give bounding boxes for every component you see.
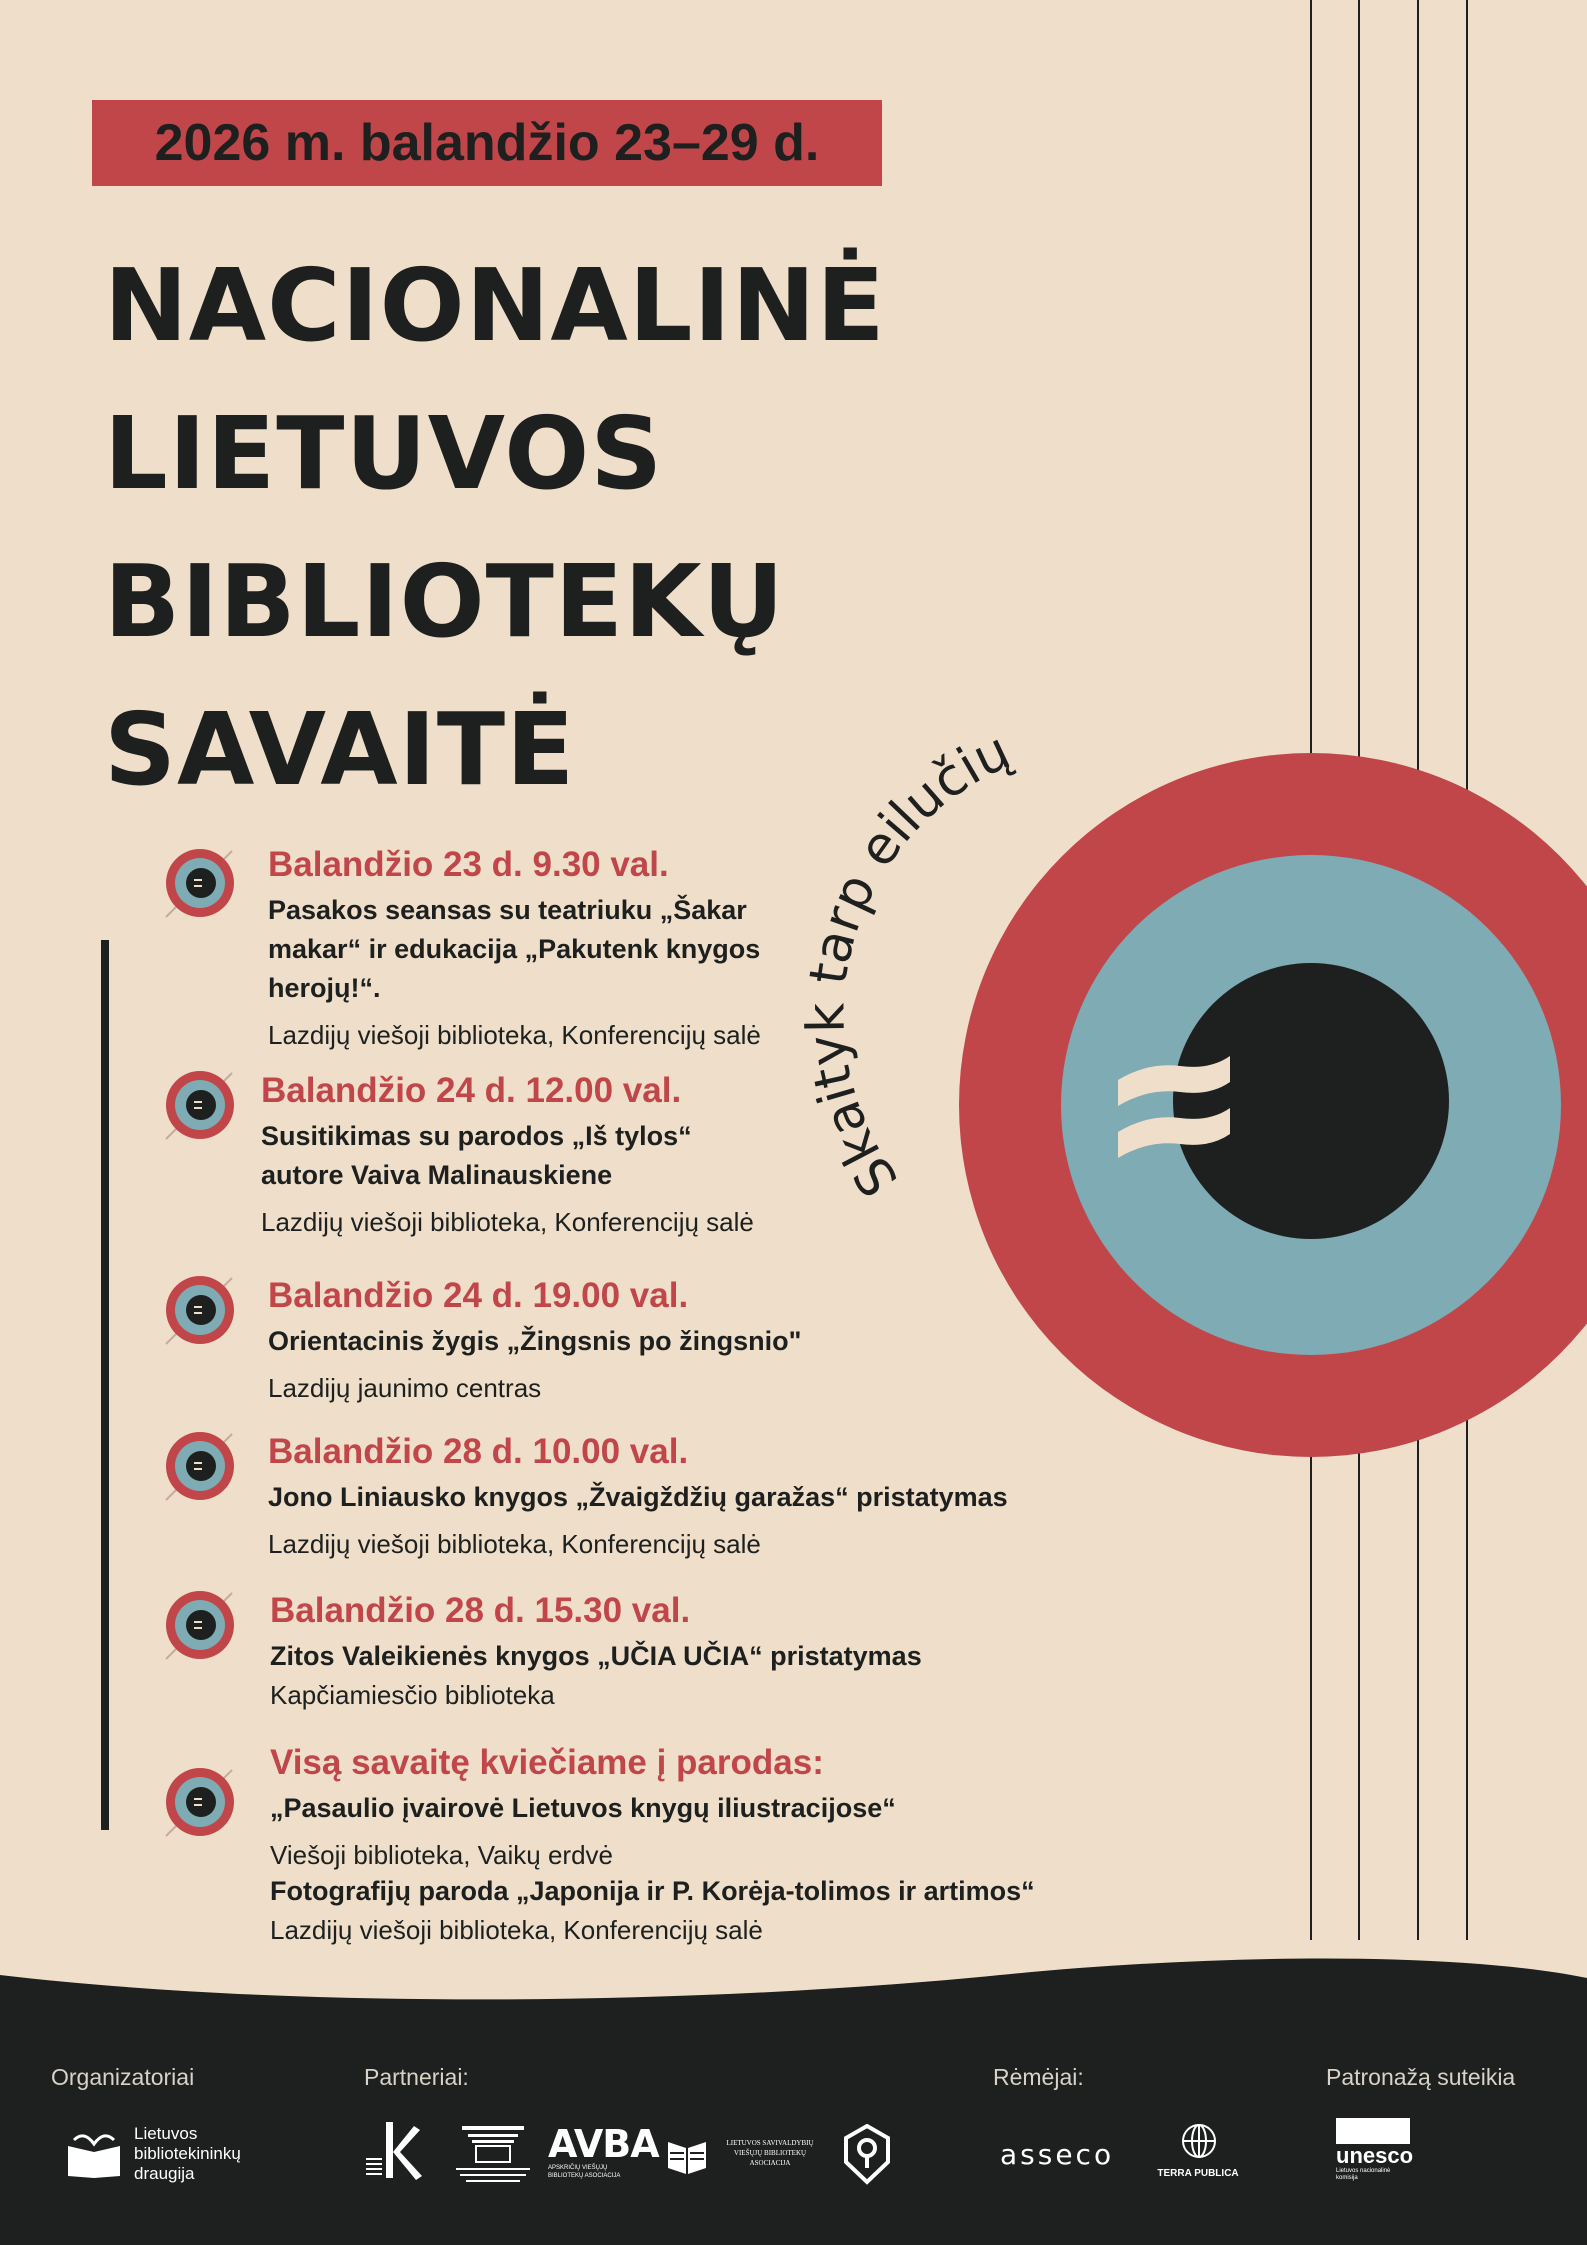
event-title: „Pasaulio įvairovė Lietuvos knygų iliustracijose“	[270, 1793, 896, 1823]
lsvba-logo: LIETUVOS SAVIVALDYBIŲ VIEŠŲJŲ BIBLIOTEKŲ ASOCIACIJA	[666, 2134, 818, 2180]
event-place: Lazdijų jaunimo centras	[268, 1373, 542, 1403]
eye-bullet-icon	[162, 1766, 236, 1840]
title-line: LIETUVOS	[104, 395, 664, 512]
organizers-label: Organizatoriai	[51, 2064, 195, 2090]
globe-icon	[1180, 2122, 1218, 2160]
eye-bullet-icon	[162, 1430, 236, 1504]
footer-background	[0, 1958, 1587, 2245]
partners-label: Partneriai:	[364, 2064, 469, 2090]
event-place: Kapčiamiesčio biblioteka	[270, 1680, 555, 1710]
shield-logo	[842, 2124, 892, 2186]
title-line: NACIONALINĖ	[104, 247, 886, 364]
event-title: Zitos Valeikienės knygos „UČIA UČIA“ pristatymas	[270, 1641, 922, 1671]
slogan: Skaityk tarp eilučių	[796, 720, 1020, 1207]
big-eye-icon	[959, 753, 1587, 1457]
event-place: Lazdijų viešoji biblioteka, Konferencijų salė	[268, 1529, 761, 1559]
avba-logo: AVBA APSKRIČIŲ VIEŠŲJŲ BIBLIOTEKŲ ASOCIACIJA	[548, 2122, 659, 2179]
event-place: Viešoji biblioteka, Vaikų erdvė	[270, 1840, 614, 1870]
date-banner: 2026 m. balandžio 23–29 d.	[92, 100, 882, 186]
terra-publica-logo: TERRA PUBLICA	[1152, 2122, 1244, 2186]
event-title: Jono Liniausko knygos „Žvaigždžių garažas“ pristatymas	[268, 1482, 1008, 1512]
unesco-logo: unesco Lietuvos nacionalinė komisija	[1336, 2118, 1422, 2190]
event-time: Balandžio 23 d. 9.30 val.	[268, 845, 669, 884]
title-line: SAVAITĖ	[104, 691, 576, 808]
title-line: BIBLIOTEKŲ	[104, 543, 785, 660]
patronage-label: Patronažą suteikia	[1326, 2064, 1516, 2090]
event-time: Balandžio 24 d. 12.00 val.	[261, 1071, 682, 1110]
page-title	[104, 232, 886, 824]
timeline-bar	[101, 940, 109, 1830]
eye-bullet-icon	[162, 1589, 236, 1663]
event-time: Balandžio 28 d. 10.00 val.	[268, 1432, 689, 1471]
event-time: Balandžio 28 d. 15.30 val.	[270, 1591, 691, 1630]
event-place: Lazdijų viešoji biblioteka, Konferencijų salė	[270, 1915, 763, 1945]
sponsors-label: Rėmėjai:	[993, 2064, 1084, 2090]
event-place: Lazdijų viešoji biblioteka, Konferencijų salė	[261, 1207, 754, 1237]
eye-bullet-icon	[162, 1274, 236, 1348]
event-title: Orientacinis žygis „Žingsnis po žingsnio"	[268, 1326, 802, 1356]
event-time: Balandžio 24 d. 19.00 val.	[268, 1276, 689, 1315]
event-place: Lazdijų viešoji biblioteka, Konferencijų salė	[268, 1020, 761, 1050]
book-icon	[66, 2130, 122, 2178]
eye-bullet-icon	[162, 847, 236, 921]
lnb-logo	[452, 2122, 534, 2188]
event-title: Fotografijų paroda „Japonija ir P. Korėja-tolimos ir artimos“	[270, 1876, 1035, 1906]
event-title: Susitikimas su parodos „Iš tylos“ autore Vaiva Malinauskiene	[261, 1121, 692, 1190]
eye-bullet-icon	[162, 1069, 236, 1143]
event-title: Pasakos seansas su teatriuku „Šakar makar“ ir edukacija „Pakutenk knygos herojų!“.	[268, 895, 761, 1003]
asseco-logo: asseco	[1000, 2138, 1115, 2171]
event-time: Visą savaitę kviečiame į parodas:	[270, 1743, 824, 1782]
ministry-k-logo	[364, 2118, 434, 2188]
organizer-logo: Lietuvos bibliotekininkų draugija	[66, 2124, 286, 2186]
